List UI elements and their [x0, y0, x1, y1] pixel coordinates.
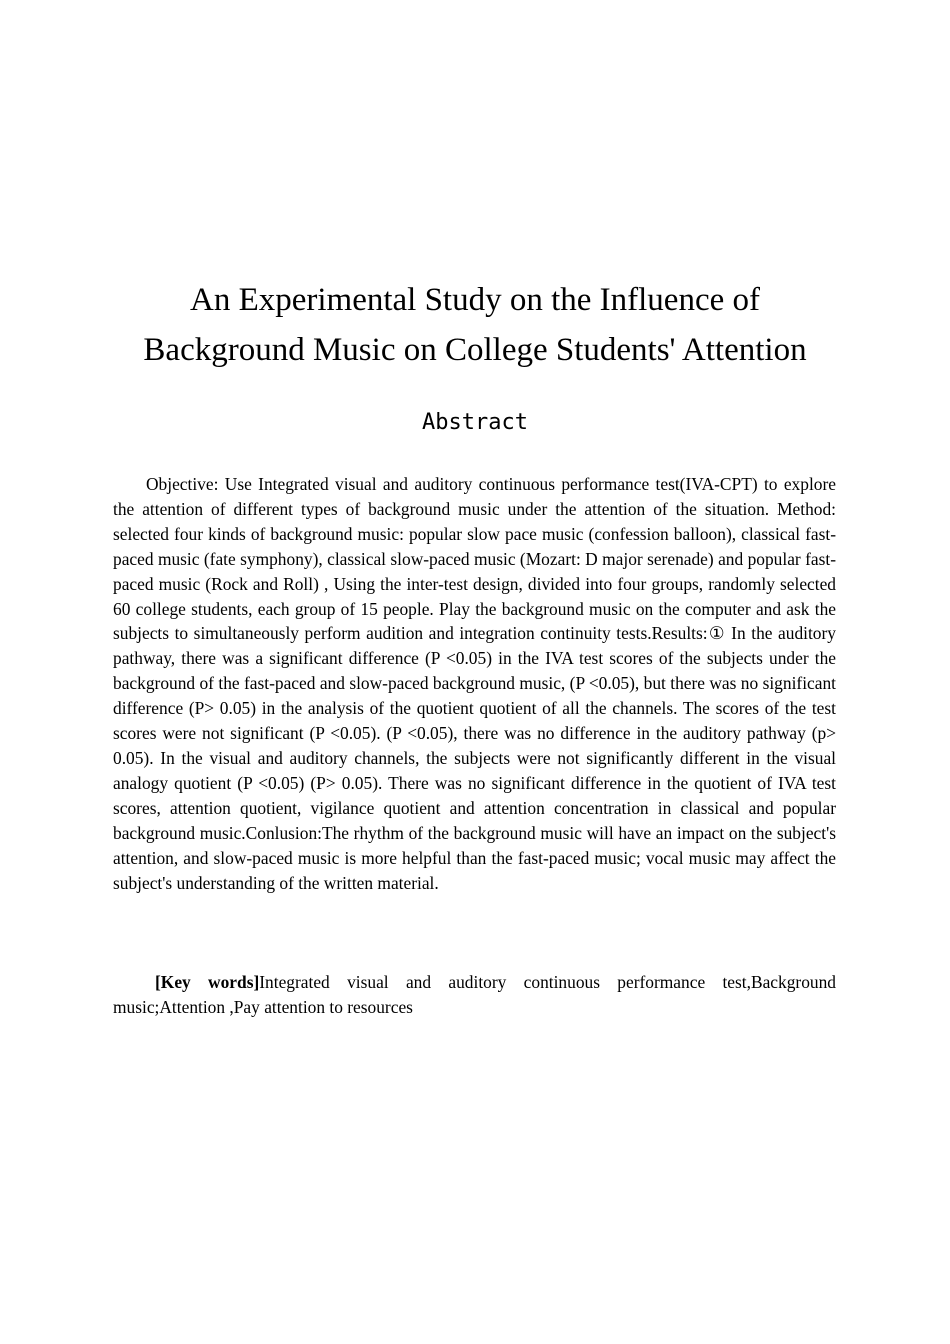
- keywords-text: Integrated visual and auditory continuous performance test,Background music;Attention ,Pay attention to resources: [113, 972, 836, 1017]
- paper-title: [60, 275, 890, 375]
- abstract-body: Objective: Use Integrated visual and auditory continuous performance test(IVA-CPT) to explore the attention of different types of background music under the attention of the situation. Method: selected four kinds of background music: popular slow pace music (confession balloon), classical fast-paced music (fate symphony), classical slow-paced music (Mozart: D major serenade) and popular fast-paced music (Rock and Roll) , Using the inter-test design, divided into four groups, randomly selected 60 college students, each group of 15 people. Play the background music on the computer and ask the subjects to simultaneously perform audition and integration continuity tests.Results:① In the auditory pathway, there was a significant difference (P <0.05) in the IVA test scores of the subjects under the background of the fast-paced and slow-paced background music, (P <0.05), but there was no significant difference (P> 0.05) in the analysis of the quotient quotient of all the channels. The scores of the test scores were not significant (P <0.05). (P <0.05), there was no difference in the auditory pathway (p> 0.05). In the visual and auditory channels, the subjects were not significantly different in the visual analogy quotient (P <0.05) (P> 0.05). There was no significant difference in the quotient of IVA test scores, attention quotient, vigilance quotient and attention concentration in classical and popular background music.Conlusion:The rhythm of the background music will have an impact on the subject's attention, and slow-paced music is more helpful than the fast-paced music; vocal music may affect the subject's understanding of the written material.: [113, 474, 836, 893]
- abstract-heading: Abstract: [422, 410, 528, 435]
- keywords-paragraph: [113, 970, 836, 1020]
- title-line-2: Background Music on College Students' Attention: [143, 332, 807, 368]
- keywords-label: [Key words]: [155, 972, 260, 992]
- title-line-1: An Experimental Study on the Influence of: [189, 282, 760, 318]
